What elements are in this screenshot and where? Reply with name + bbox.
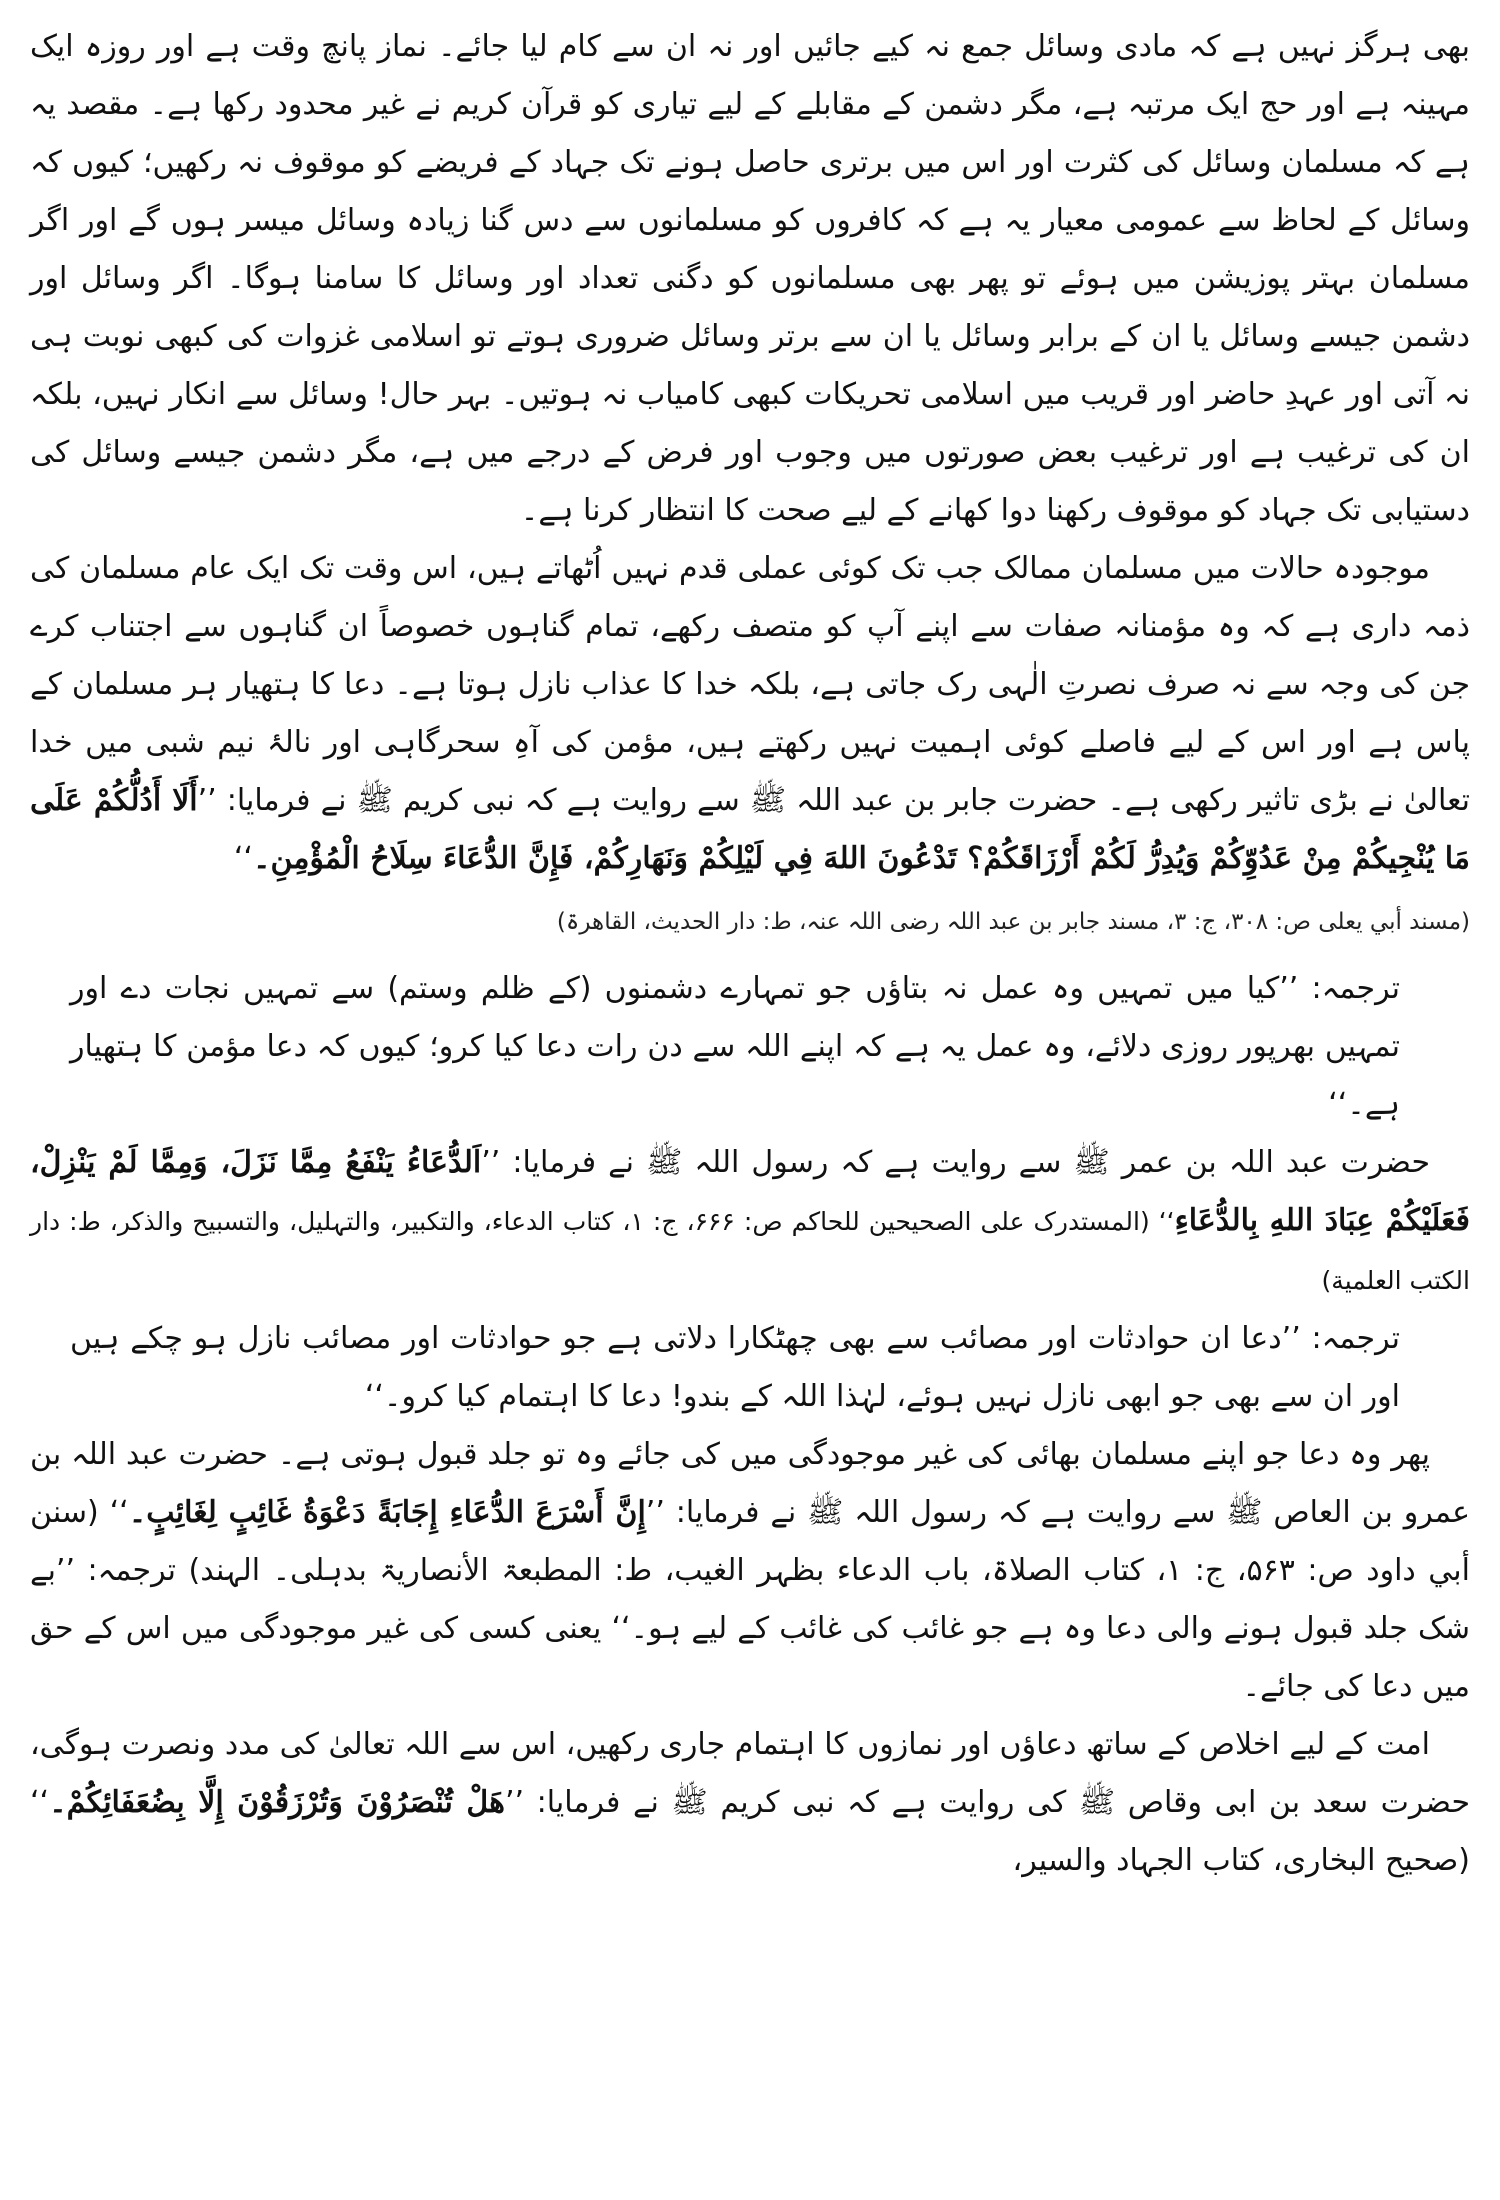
- paragraph-text-rest: ‘‘ (سنن أبي داود ص: ۵۶۳، ج: ۱، کتاب الصلاۃ، باب الدعاء بظہر الغیب، ط: المطبعۃ الأنصاریۃ بدہلی۔ الہند) ترجمہ: ’’بے شک جلد قبول ہونے والی دعا وہ ہے جو غائب کی غائب کے لیے ہو۔‘‘ یعنی کسی کی غیر موجودگی میں اس کے حق میں دعا کی جائے۔: [30, 1495, 1470, 1704]
- hadith-arabic-ibn-umar: اَلدُّعَاءُ يَنْفَعُ مِمَّا نَزَلَ، وَمِمَّا لَمْ يَنْزِلْ، فَعَلَيْكُمْ عِبَادَ اللهِ بِالدُّعَاءِ: [30, 1145, 1471, 1238]
- paragraph-text: موجودہ حالات میں مسلمان ممالک جب تک کوئی عملی قدم نہیں اُٹھاتے ہیں، اس وقت تک ایک عام مسلمان کی ذمہ داری ہے کہ وہ مؤمنانہ صفات سے اپنے آپ کو متصف رکھے، تمام گناہوں خصوصاً ان گناہوں سے اجتناب کرے جن کی وجہ سے نہ صرف نصرتِ الٰہی رک جاتی ہے، بلکہ خدا کا عذاب نازل ہوتا ہے۔ دعا کا ہتھیار ہر مسلمان کے پاس ہے اور اس کے لیے فاصلے کوئی اہمیت نہیں رکھتے ہیں، مؤمن کی آہِ سحرگاہی اور نالۂ نیم شبی میں خدا تعالیٰ نے بڑی تاثیر رکھی ہے۔ حضرت جابر بن عبد اللہ ﷺ سے روایت ہے کہ نبی کریم ﷺ نے فرمایا: ’’: [30, 551, 1470, 818]
- paragraph-resources: بھی ہرگز نہیں ہے کہ مادی وسائل جمع نہ کیے جائیں اور نہ ان سے کام لیا جائے۔ نماز پانچ وقت ہے اور روزہ ایک مہینہ ہے اور حج ایک مرتبہ ہے، مگر دشمن کے مقابلے کے لیے تیاری کو قرآن کریم نے غیر محدود رکھا ہے۔ مقصد یہ ہے کہ مسلمان وسائل کی کثرت اور اس میں برتری حاصل ہونے تک جہاد کے فریضے کو موقوف نہ رکھیں؛ کیوں کہ وسائل کے لحاظ سے عمومی معیار یہ ہے کہ کافروں کو مسلمانوں سے دس گنا زیادہ وسائل میسر ہوں گے اور اگر مسلمان بہتر پوزیشن میں ہوئے تو پھر بھی مسلمانوں کو دگنی تعداد اور وسائل کا سامنا ہوگا۔ اگر وسائل اور دشمن جیسے وسائل یا ان کے برابر وسائل یا ان سے برتر وسائل ضروری ہوتے تو اسلامی غزوات کی کبھی نوبت ہی نہ آتی اور عہدِ حاضر اور قریب میں اسلامی تحریکات کبھی کامیاب نہ ہوتیں۔ بہر حال! وسائل سے انکار نہیں، بلکہ ان کی ترغیب ہے اور ترغیب بعض صورتوں میں وجوب اور فرض کے درجے میں ہے، مگر دشمن جیسے وسائل کی دستیابی تک جہاد کو موقوف رکھنا دوا کھانے کے لیے صحت کا انتظار کرنا ہے۔: [30, 29, 1470, 528]
- citation-bukhari: ‘‘ (صحیح البخاری، کتاب الجہاد والسیر،: [30, 1785, 1470, 1878]
- citation-mustadrak: ‘‘ (المستدرک علی الصحیحین للحاکم ص: ۶۶۶، ج: ۱، کتاب الدعاء، والتکبیر، والتہلیل، والتسبیح والذکر، ط: دار الکتب العلمیة): [30, 1207, 1470, 1295]
- paragraph-believer-duties: [30, 540, 1470, 888]
- translation-ibn-umar: ترجمہ: ’’دعا ان حوادثات اور مصائب سے بھی چھٹکارا دلاتی ہے جو حوادثات اور مصائب نازل ہو چکے ہیں اور ان سے بھی جو ابھی نازل نہیں ہوئے، لہٰذا اللہ کے بندو! دعا کا اہتمام کیا کرو۔‘‘: [70, 1321, 1400, 1414]
- hadith-arabic-ibn-amr: إِنَّ أَسْرَعَ الدُّعَاءِ إِجَابَةً دَعْوَةُ غَائِبٍ لِغَائِبٍ۔: [128, 1495, 646, 1530]
- paragraph-ibn-umar: [30, 1134, 1470, 1310]
- paragraph-text: حضرت عبد اللہ بن عمر ﷺ سے روایت ہے کہ رسول اللہ ﷺ نے فرمایا: ’’: [481, 1145, 1430, 1180]
- translation-jabir: ترجمہ: ’’کیا میں تمہیں وہ عمل نہ بتاؤں جو تمہارے دشمنوں (کے ظلم وستم) سے تمہیں نجات دے اور تمہیں بھرپور روزی دلائے، وہ عمل یہ ہے کہ اپنے اللہ سے دن رات دعا کیا کرو؛ کیوں کہ دعا مؤمن کا ہتھیار ہے۔‘‘: [70, 971, 1400, 1122]
- hadith-arabic-saad: هَلْ تُنْصَرُوْنَ وَتُرْزَقُوْنَ إِلَّا بِضُعَفَائِكُمْ۔: [49, 1785, 505, 1820]
- paragraph-text: پھر وہ دعا جو اپنے مسلمان بھائی کی غیر موجودگی میں کی جائے وہ تو جلد قبول ہوتی ہے۔ حضرت عبد اللہ بن عمرو بن العاص ﷺ سے روایت ہے کہ رسول اللہ ﷺ نے فرمایا: ’’: [30, 1437, 1470, 1530]
- hadith-arabic-jabir: أَلَا أَدُلُّكُمْ عَلَى مَا يُنْجِيكُمْ مِنْ عَدُوِّكُمْ وَيُدِرُّ لَكُمْ أَرْزَاقَكُمْ؟ تَدْعُونَ اللهَ فِي لَيْلِكُمْ وَنَهَارِكُمْ، فَإِنَّ الدُّعَاءَ سِلَاحُ الْمُؤْمِنِ۔: [30, 783, 1470, 876]
- paragraph-ummah-prayers: [30, 1716, 1470, 1890]
- citation-musnad-abi-yala: (مسند أبي يعلى ص: ۳۰۸، ج: ۳، مسند جابر بن عبد اللہ رضی اللہ عنہ، ط: دار الحدیث، القاھرۃ): [556, 909, 1470, 935]
- quote-close: ‘‘: [233, 841, 253, 876]
- paragraph-text: امت کے لیے اخلاص کے ساتھ دعاؤں اور نمازوں کا اہتمام جاری رکھیں، اس سے اللہ تعالیٰ کی مدد ونصرت ہوگی، حضرت سعد بن ابی وقاص ﷺ کی روایت ہے کہ نبی کریم ﷺ نے فرمایا: ’’: [30, 1727, 1470, 1820]
- document-page: [30, 18, 1470, 2190]
- paragraph-absent-prayer: [30, 1426, 1470, 1716]
